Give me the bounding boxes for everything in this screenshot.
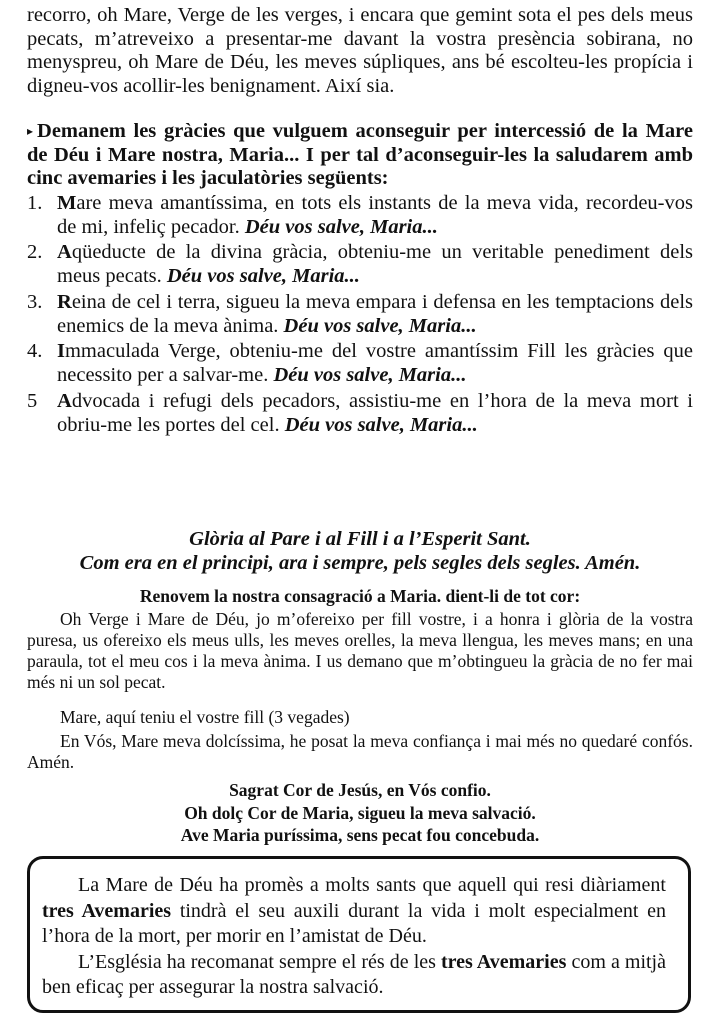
item-number: 1.	[27, 192, 43, 214]
item-ave: Déu vos salve, Maria...	[284, 413, 478, 436]
petition-heading-text: Demanem les gràcies que vulguem aconseguir per intercessió de la Mare de Déu i Mare nostra, Maria... I per tal d’aconseguir-les la saludarem amb cinc avemaries i les jaculatòries següents:	[27, 120, 693, 190]
promise-paragraph	[42, 873, 666, 950]
item-text: mmaculada Verge, obteniu-me del vostre amantíssim Fill les gràcies que necessito per a salvar-me.	[57, 340, 693, 387]
item-initial: M	[57, 192, 77, 214]
item-number: 5	[27, 389, 38, 412]
item-ave: Déu vos salve, Maria...	[273, 364, 467, 387]
ejaculation-list	[27, 192, 693, 439]
item-initial: A	[57, 241, 72, 264]
church-text: L’Església ha recomanat sempre el rés de les	[78, 950, 441, 973]
mother-line: Mare, aquí teniu el vostre fill (3 vegades)	[60, 707, 350, 727]
item-ave: Déu vos salve, Maria...	[283, 314, 477, 337]
gloria-line: Glòria al Pare i al Fill i a l’Esperit Sant.	[189, 528, 531, 550]
list-item	[27, 340, 693, 387]
ejaculation-line: Sagrat Cor de Jesús, en Vós confio.	[229, 780, 491, 800]
list-item	[27, 241, 693, 288]
intro-paragraph: recorro, oh Mare, Verge de les verges, i encara que gemint sota el pes dels meus pecats, m’atreveixo a presentar-me davant la vostra presència sobirana, no menyspreu, oh Mare de Déu, les meves súpliques, ans bé escolteu-les propícia i digneu-vos acollir-les benignament. Així sia.	[27, 4, 693, 97]
item-text: qüeducte de la divina gràcia, obteniu-me un veritable penediment dels meus pecats.	[57, 241, 693, 288]
consecration-heading: Renovem la nostra consagració a Maria. dient-li de tot cor:	[139, 586, 581, 606]
promise-bold: tres Avemaries	[42, 899, 172, 922]
church-bold: tres Avemaries	[440, 950, 567, 973]
item-ave: Déu vos salve, Maria...	[244, 215, 438, 238]
gloria-line: Com era en el principi, ara i sempre, pels segles dels segles. Amén.	[79, 552, 641, 574]
item-number: 2.	[27, 241, 43, 264]
ejaculation-line: Oh dolç Cor de Maria, sigueu la meva salvació.	[184, 802, 536, 823]
promise-text: La Mare de Déu ha promès a molts sants que aquell qui resi diàriament	[78, 874, 666, 896]
item-text: dvocada i refugi dels pecadors, assistiu-me en l’hora de la meva mort i obriu-me les portes del cel.	[57, 389, 693, 436]
item-initial: A	[57, 389, 72, 412]
list-item	[27, 390, 693, 437]
church-paragraph	[42, 950, 666, 1001]
confidence-paragraph: En Vós, Mare meva dolcíssima, he posat la meva confiança i mai més no quedaré confós. Amén.	[27, 731, 693, 772]
ejaculations-block	[27, 779, 693, 847]
promise-text: tindrà el seu auxili durant la vida i molt especialment en l’hora de la mort, per morir en l’amistat de Déu.	[42, 899, 667, 947]
item-number: 3.	[27, 290, 43, 313]
item-text: are meva amantíssima, en tots els instants de la meva vida, recordeu-vos de mi, infeliç pecador.	[57, 192, 693, 238]
item-initial: R	[57, 290, 72, 313]
item-number: 4.	[27, 340, 43, 363]
triangle-marker-icon: ▸	[27, 124, 34, 138]
list-item	[27, 291, 693, 338]
item-initial: I	[57, 340, 65, 363]
consecration-paragraph: Oh Verge i Mare de Déu, jo m’ofereixo per fill vostre, i a honra i glòria de la vostra puresa, us ofereixo els meus ulls, les meves orelles, la meva llengua, les meves mans; en una paraula, tot el meu cos i la meva ànima. I us demano que m’obtingueu la gràcia de no fer mai més ni un sol pecat.	[27, 609, 693, 692]
gloria-block	[27, 527, 693, 575]
church-text: com a mitjà ben eficaç per assegurar la nostra salvació.	[42, 950, 666, 998]
promise-box	[27, 856, 691, 1013]
list-item	[27, 192, 693, 239]
ejaculation-line: Ave Maria puríssima, sens pecat fou concebuda.	[180, 825, 540, 846]
petition-heading	[27, 120, 693, 191]
item-text: eina de cel i terra, sigueu la meva empara i defensa en les temptacions dels enemics de la meva ànima.	[57, 290, 693, 337]
item-ave: Déu vos salve, Maria...	[166, 265, 360, 288]
